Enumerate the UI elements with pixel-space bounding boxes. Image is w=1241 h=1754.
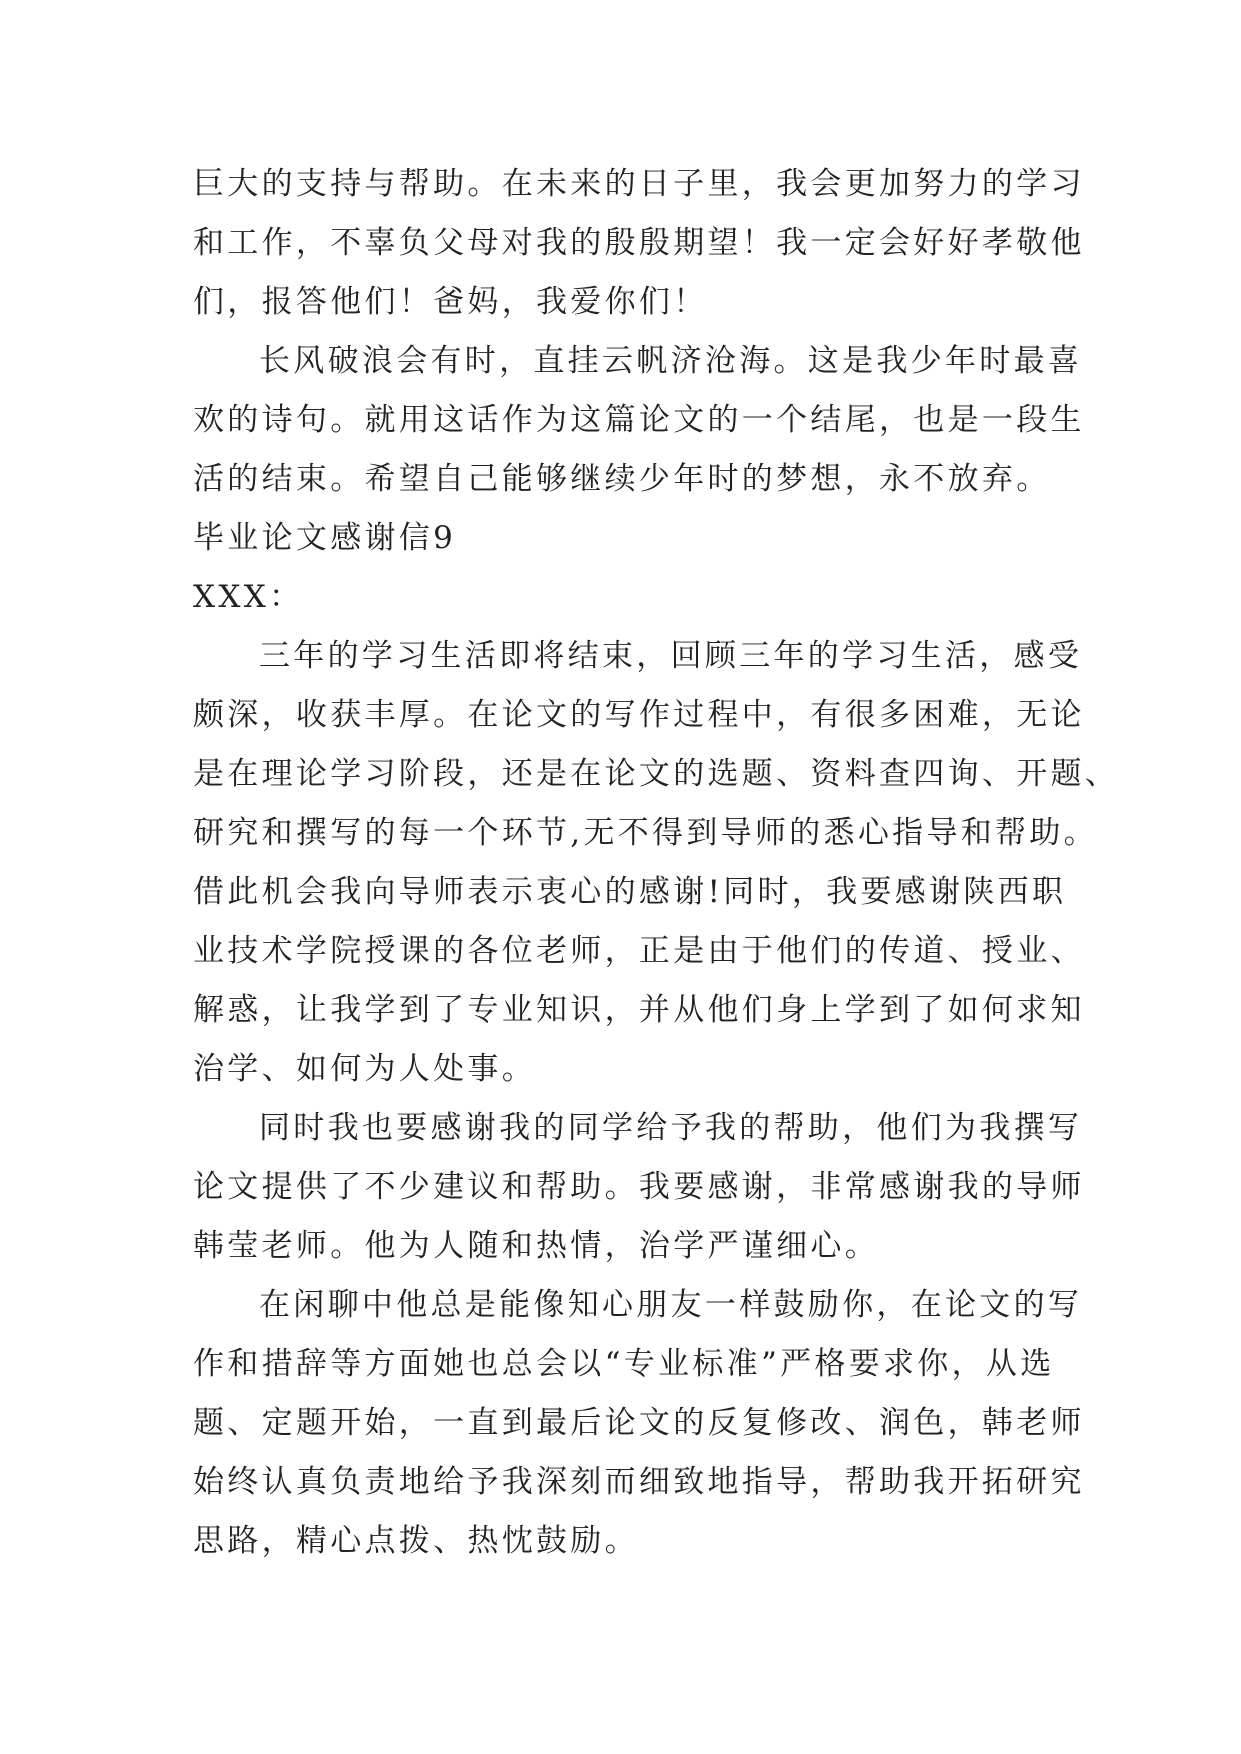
- salutation-text: XXX：: [193, 579, 304, 615]
- text-line: 颇深，收获丰厚。在论文的写作过程中，有很多困难，无论: [193, 697, 1085, 733]
- paragraph-poem-ending: [193, 332, 1085, 509]
- text-line: 三年的学习生活即将结束，回顾三年的学习生活，感受: [259, 638, 1083, 674]
- text-line: 始终认真负责地给予我深刻而细致地指导，帮助我开拓研究: [193, 1464, 1085, 1500]
- text-line: 巨大的支持与帮助。在未来的日子里，我会更加努力的学习: [193, 166, 1085, 202]
- text-line: 解惑，让我学到了专业知识，并从他们身上学到了如何求知: [193, 992, 1085, 1028]
- text-line: 治学、如何为人处事。: [193, 1051, 536, 1087]
- paragraph-thanks-advisor: [193, 627, 1120, 1099]
- text-line: 论文提供了不少建议和帮助。我要感谢，非常感谢我的导师: [193, 1169, 1085, 1205]
- section-title: 毕业论文感谢信9: [193, 520, 457, 556]
- text-line: 是在理论学习阶段，还是在论文的选题、资料查四询、开题、: [193, 756, 1120, 792]
- document-body: [193, 155, 1120, 1571]
- text-line: 韩莹老师。他为人随和热情，治学严谨细心。: [193, 1228, 879, 1264]
- text-line: 同时我也要感谢我的同学给予我的帮助，他们为我撰写: [259, 1110, 1083, 1146]
- text-line: 作和措辞等方面她也总会以“专业标准”严格要求你，从选: [193, 1346, 1055, 1382]
- section-heading: [193, 509, 1073, 568]
- text-line: 在闲聊中他总是能像知心朋友一样鼓励你，在论文的写: [259, 1287, 1083, 1323]
- text-line: 研究和撰写的每一个环节,无不得到导师的悉心指导和帮助。: [193, 815, 1098, 851]
- text-line: 思路，精心点拨、热忱鼓励。: [193, 1523, 639, 1559]
- text-line: 欢的诗句。就用这话作为这篇论文的一个结尾，也是一段生: [193, 402, 1085, 438]
- text-line: 业技术学院授课的各位老师，正是由于他们的传道、授业、: [193, 933, 1085, 969]
- text-line: 活的结束。希望自己能够继续少年时的梦想，永不放弃。: [193, 461, 1051, 497]
- text-line: 和工作，不辜负父母对我的殷殷期望！我一定会好好孝敬他: [193, 225, 1085, 261]
- text-line: 长风破浪会有时，直挂云帆济沧海。这是我少年时最喜: [259, 343, 1083, 379]
- text-line: 借此机会我向导师表示衷心的感谢!同时，我要感谢陕西职: [193, 874, 1067, 910]
- paragraph-thanks-classmates: [193, 1099, 1085, 1276]
- salutation: [193, 568, 1073, 627]
- paragraph-closing-thanks-parents: [193, 155, 1085, 332]
- paragraph-advisor-guidance: [193, 1276, 1085, 1571]
- text-line: 题、定题开始，一直到最后论文的反复修改、润色，韩老师: [193, 1405, 1085, 1441]
- text-line: 们，报答他们！爸妈，我爱你们！: [193, 284, 708, 320]
